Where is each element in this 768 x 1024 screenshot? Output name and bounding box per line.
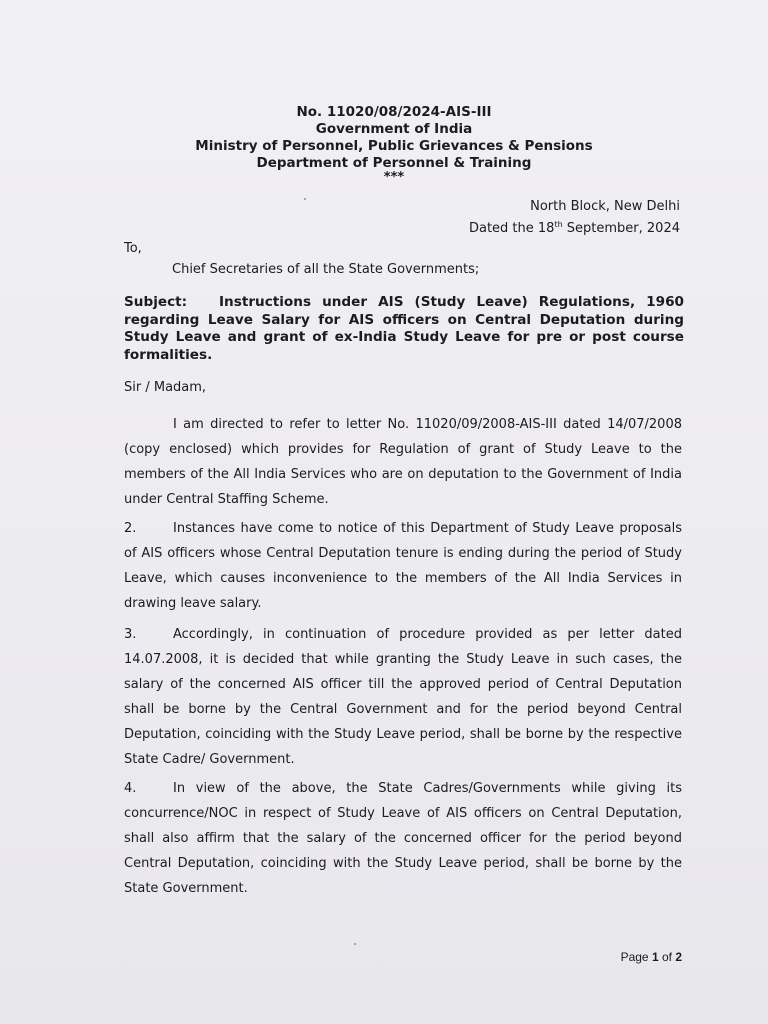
place-location: North Block, New Delhi: [530, 199, 680, 214]
letter-header: [0, 104, 768, 184]
subject-text: Instructions under AIS (Study Leave) Regulations, 1960 regarding Leave Salary for AIS officers on Central Deputation during Study Leave and grant of ex-India Study Leave for pre or post course formalities.: [124, 294, 684, 363]
salutation: Sir / Madam,: [124, 380, 207, 395]
ministry-name: Ministry of Personnel, Public Grievances & Pensions: [195, 138, 593, 154]
paragraph-4: [124, 776, 682, 901]
paragraph-text: I am directed to refer to letter No. 11020/09/2008-AIS-III dated 14/07/2008 (copy enclosed) which provides for Regulation of grant of Study Leave to the members of the All India Services who are on deputation to the Government of India under Central Staffing Scheme.: [124, 417, 682, 507]
department-name: Department of Personnel & Training: [256, 155, 532, 171]
subject-label: Subject:: [124, 294, 188, 310]
paragraph-text: In view of the above, the State Cadres/Governments while giving its concurrence/NOC in respect of Study Leave of AIS officers on Central Deputation, shall also affirm that the salary of the concerned officer for the period beyond Central Deputation, coinciding with the Study Leave period, shall be borne by the State Government.: [124, 781, 682, 896]
page-number: Page 1 of 2: [620, 950, 682, 964]
to-line: To,: [124, 241, 142, 256]
paragraph-number: 3.: [124, 627, 137, 642]
subject-block: [124, 294, 684, 364]
paragraph-3: [124, 622, 682, 772]
scan-speck: [354, 943, 356, 945]
reference-number: No. 11020/08/2024-AIS-III: [296, 104, 492, 120]
paragraph-text: Accordingly, in continuation of procedure provided as per letter dated 14.07.2008, it is decided that while granting the Study Leave in such cases, the salary of the concerned AIS officer till the approved period of Central Deputation shall be borne by the Central Government and for the period beyond Central Deputation, coinciding with the Study Leave period, shall be borne by the respective State Cadre/ Government.: [124, 627, 682, 767]
paragraph-text: Instances have come to notice of this Department of Study Leave proposals of AIS officers whose Central Deputation tenure is ending during the period of Study Leave, which causes inconvenience to the members of the All India Services in drawing leave salary.: [124, 521, 682, 611]
paragraph-1: [124, 412, 682, 512]
header-stars: ***: [383, 170, 405, 185]
paragraph-number: 4.: [124, 781, 137, 796]
paragraph-number: 2.: [124, 521, 137, 536]
letter-date: Dated the 18th September, 2024: [468, 220, 680, 236]
place-and-date: [469, 198, 680, 238]
addressee: Chief Secretaries of all the State Governments;: [172, 262, 480, 277]
paragraph-2: [124, 516, 682, 616]
scan-speck: [304, 198, 306, 200]
government-name: Government of India: [315, 121, 473, 137]
